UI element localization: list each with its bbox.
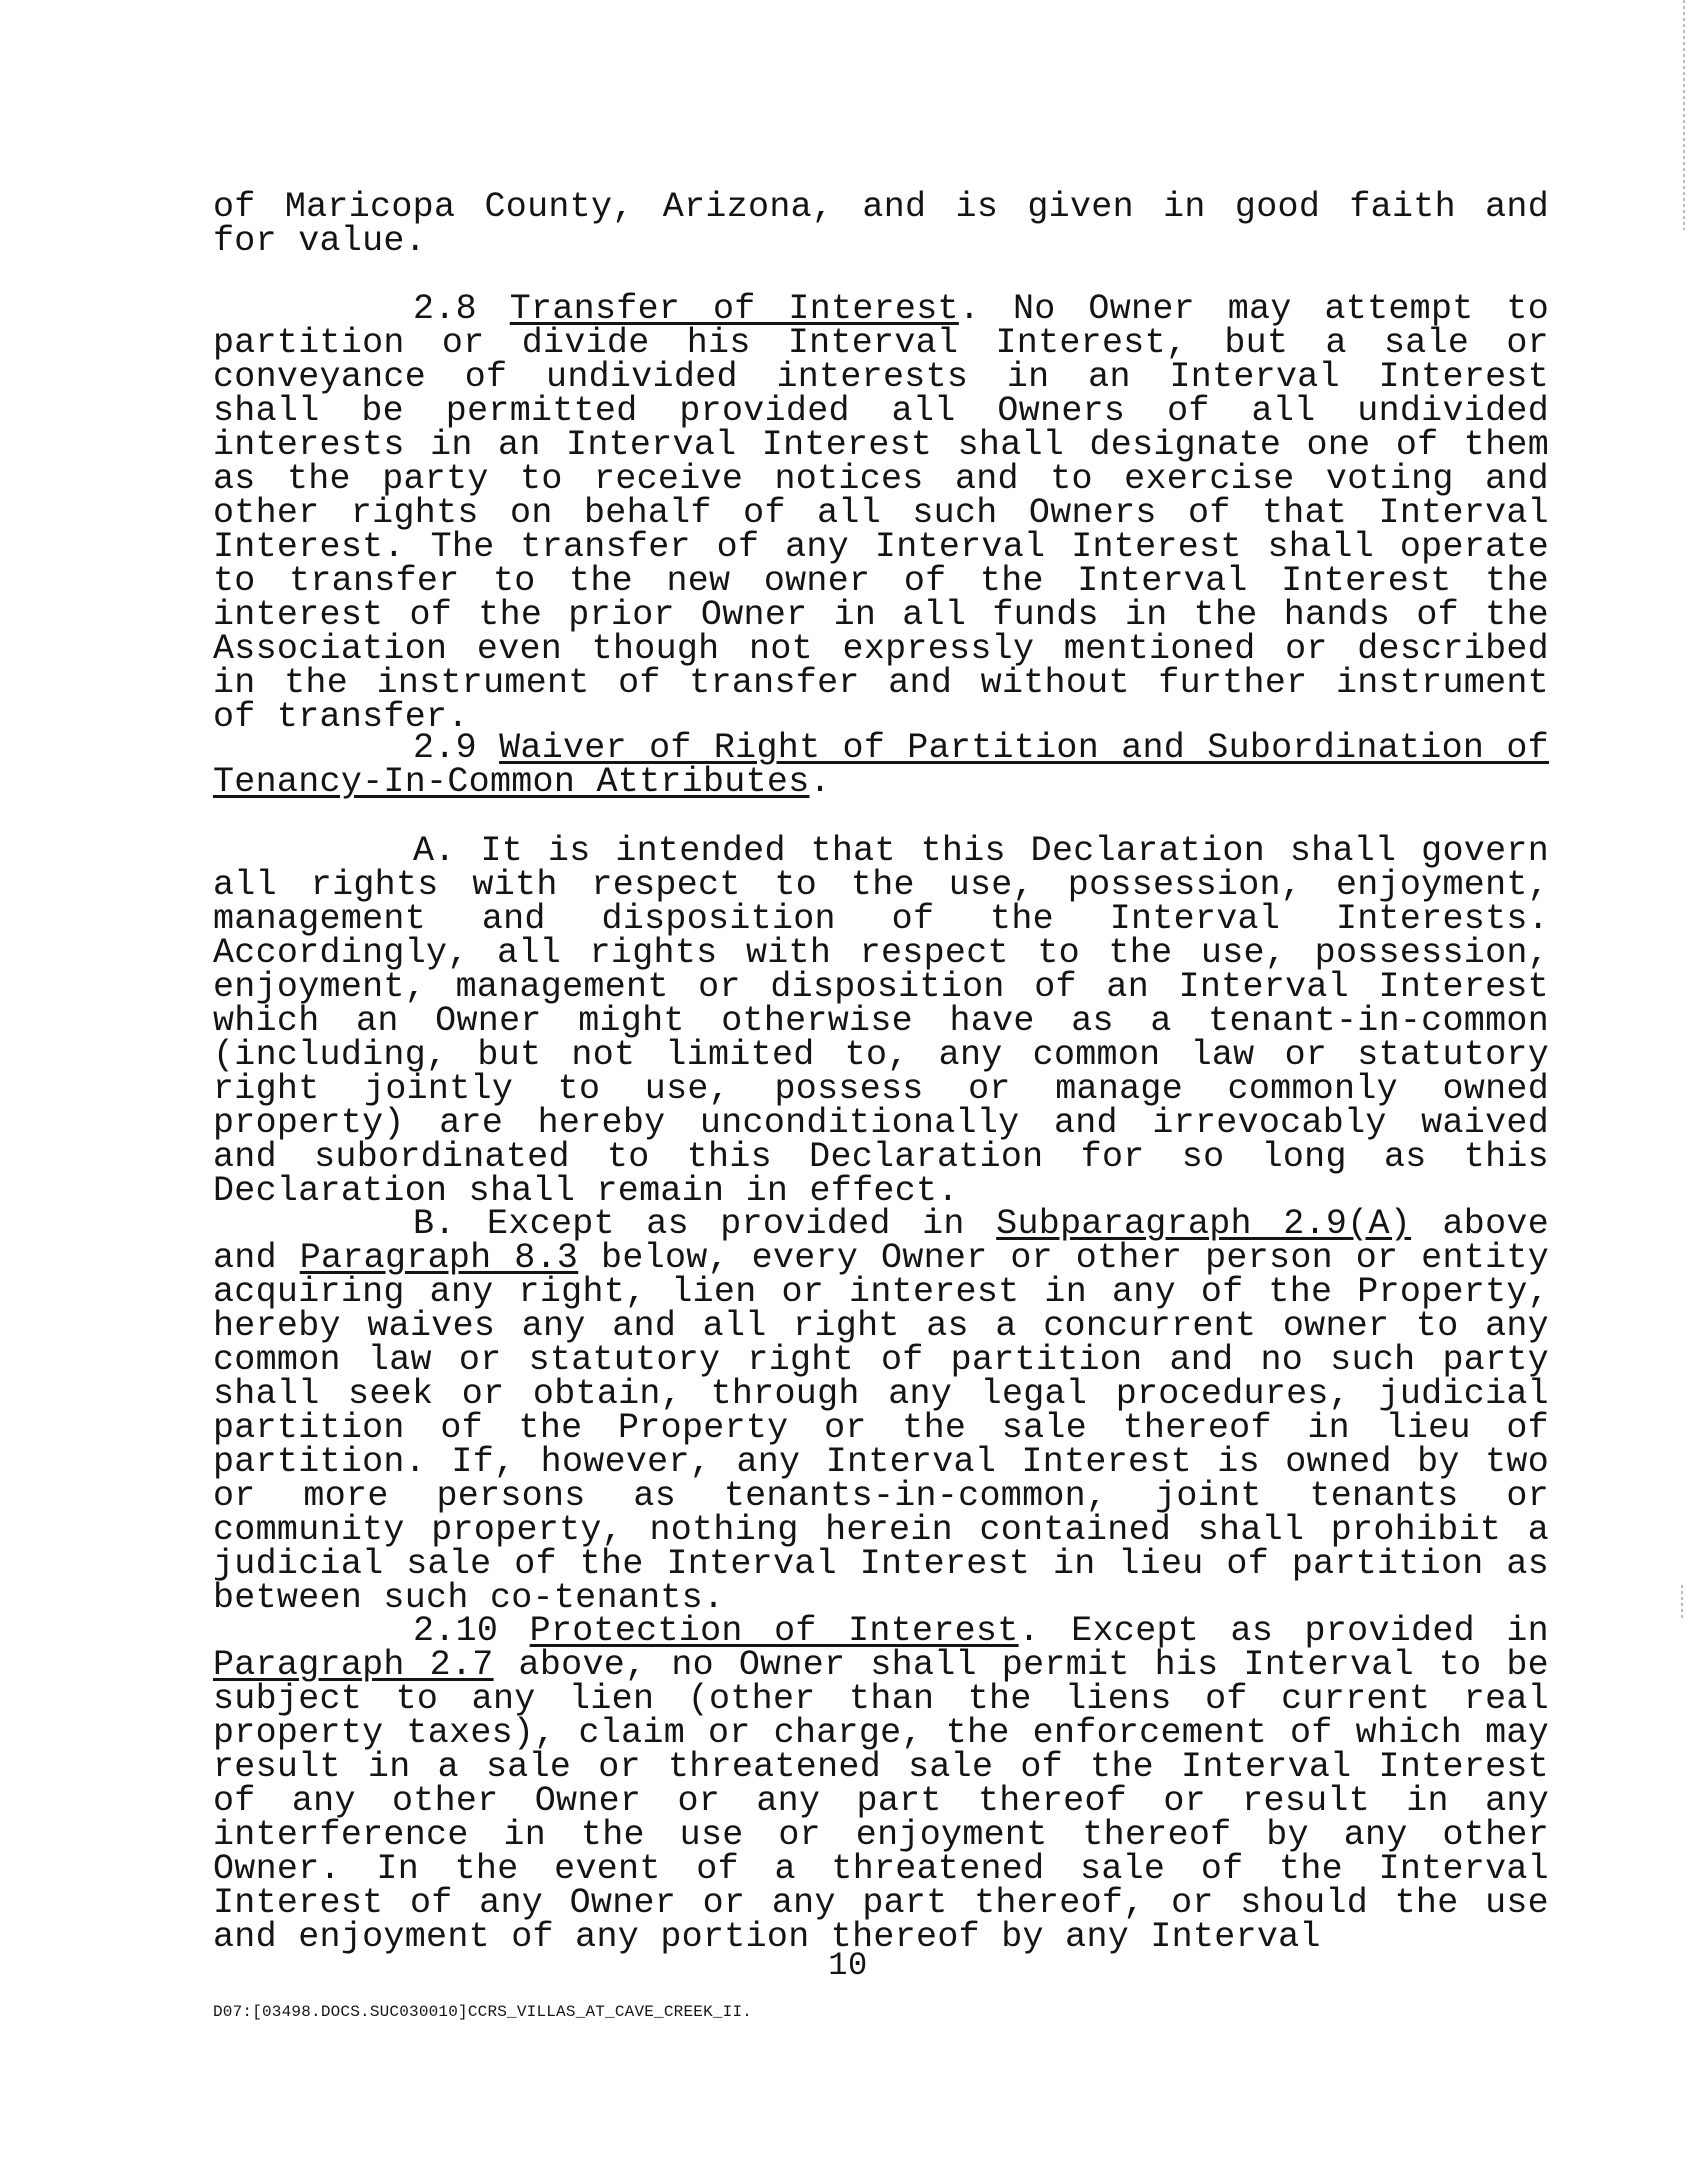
paragraph-body: below, every Owner or other person or entity acquiring any right, lien or interest in any of the Property, hereby waives any and all right as a concurrent owner to any common law or statutory right of partition and no such party shall seek or obtain, through any legal procedures, judicial partition of the Property or the sale thereof in lieu of partition. If, however, any Interval Interest is owned by two or more persons as tenants-in-common, joint tenants or community property, nothing herein contained shall prohibit a judicial sale of the Interval Interest in lieu of partition as between such co-tenants.: [213, 1238, 1549, 1618]
section-body: above, no Owner shall permit his Interval to be subject to any lien (other than the liens of current real property taxes), claim or charge, the enforcement of which may result in a sale or threatened sale of the Interval Interest of any other Owner or any part thereof or result in any interference in the use or enjoyment thereof by any other Owner. In the event of a threatened sale of the Interval Interest of any Owner or any part thereof, or should the use and enjoyment of any portion thereof by any Interval: [213, 1645, 1549, 1957]
section-body: No Owner may attempt to partition or divide his Interval Interest, but a sale or conveyance of undivided interests in an Interval Interest shall be permitted provided all Owners of all undivided interests in an Interval Interest shall designate one of them as the party to receive notices and to exercise voting and other rights on behalf of all such Owners of that Interval Interest. The transfer of any Interval Interest shall operate to transfer to the new owner of the Interval Interest the interest of the prior Owner in all funds in the hands of the Association even though not expressly mentioned or described in the instrument of transfer and without further instrument of transfer.: [213, 289, 1550, 737]
continuation-text: of Maricopa County, Arizona, and is given in good faith and for value.: [213, 187, 1549, 261]
paragraph-label: A.: [413, 831, 456, 871]
section-title: Waiver of Right of Partition and Subordination of Tenancy-In-Common Attributes: [213, 728, 1549, 802]
section-number: 2.8: [413, 289, 477, 329]
cross-reference: Subparagraph 2.9(A): [996, 1204, 1412, 1244]
paragraph-body: It is intended that this Declaration shall govern all rights with respect to the use, possession, enjoyment, management and disposition of the Interval Interests. Accordingly, all rights with respect to the use, possession, enjoyment, management or disposition of an Interval Interest which an Owner might otherwise have as a tenant-in-common (including, but not limited to, any common law or statutory right jointly to use, possess or manage commonly owned property) are hereby unconditionally and irrevocably waived and subordinated to this Declaration for so long as this Declaration shall remain in effect.: [213, 831, 1549, 1211]
cross-reference: Paragraph 2.7: [213, 1645, 494, 1685]
section-2-9-paragraph-a: [213, 831, 1549, 1211]
section-title: Transfer of Interest: [509, 289, 959, 329]
section-title: Protection of Interest: [529, 1611, 1019, 1651]
paragraph-label: B.: [413, 1204, 456, 1244]
scan-margin-mark: [1683, 0, 1685, 230]
section-2-9-heading: 2.9 Waiver of Right of Partition and Subordination of Tenancy-In-Common Attributes.: [213, 728, 1549, 802]
section-2-10: 2.10 Protection of Interest. Except as provided in Paragraph 2.7 above, no Owner shall permit his Interval to be subject to any lien (other than the liens of current real property taxes), claim or charge, the enforcement of which may result in a sale or threatened sale of the Interval Interest of any other Owner or any part thereof or result in any interference in the use or enjoyment thereof by any other Owner. In the event of a threatened sale of the Interval Interest of any Owner or any part thereof, or should the use and enjoyment of any portion thereof by any Interval: [213, 1611, 1549, 1957]
cross-reference: Paragraph 8.3: [299, 1238, 579, 1278]
section-number: 2.9: [413, 728, 477, 768]
section-number: 2.10: [413, 1611, 499, 1651]
scan-margin-mark: [1681, 1585, 1683, 1621]
page-number: 10: [828, 1947, 868, 1984]
section-2-8: 2.8 Transfer of Interest. No Owner may attempt to partition or divide his Interval Interest, but a sale or conveyance of undivided interests in an Interval Interest shall be permitted provided all Owners of all undivided interests in an Interval Interest shall designate one of them as the party to receive notices and to exercise voting and other rights on behalf of all such Owners of that Interval Interest. The transfer of any Interval Interest shall operate to transfer to the new owner of the Interval Interest the interest of the prior Owner in all funds in the hands of the Association even though not expressly mentioned or described in the instrument of transfer and without further instrument of transfer.: [213, 289, 1550, 737]
section-2-9-paragraph-b: B. Except as provided in Subparagraph 2.9(A) above and Paragraph 8.3 below, every Owner or other person or entity acquiring any right, lien or interest in any of the Property, hereby waives any and all right as a concurrent owner to any common law or statutory right of partition and no such party shall seek or obtain, through any legal procedures, judicial partition of the Property or the sale thereof in lieu of partition. If, however, any Interval Interest is owned by two or more persons as tenants-in-common, joint tenants or community property, nothing herein contained shall prohibit a judicial sale of the Interval Interest in lieu of partition as between such co-tenants.: [213, 1204, 1550, 1618]
continuation-paragraph: [213, 187, 1549, 261]
document-footer-code: D07:[03498.DOCS.SUC030010]CCRS_VILLAS_AT_CAVE_CREEK_II.: [213, 2003, 753, 2021]
